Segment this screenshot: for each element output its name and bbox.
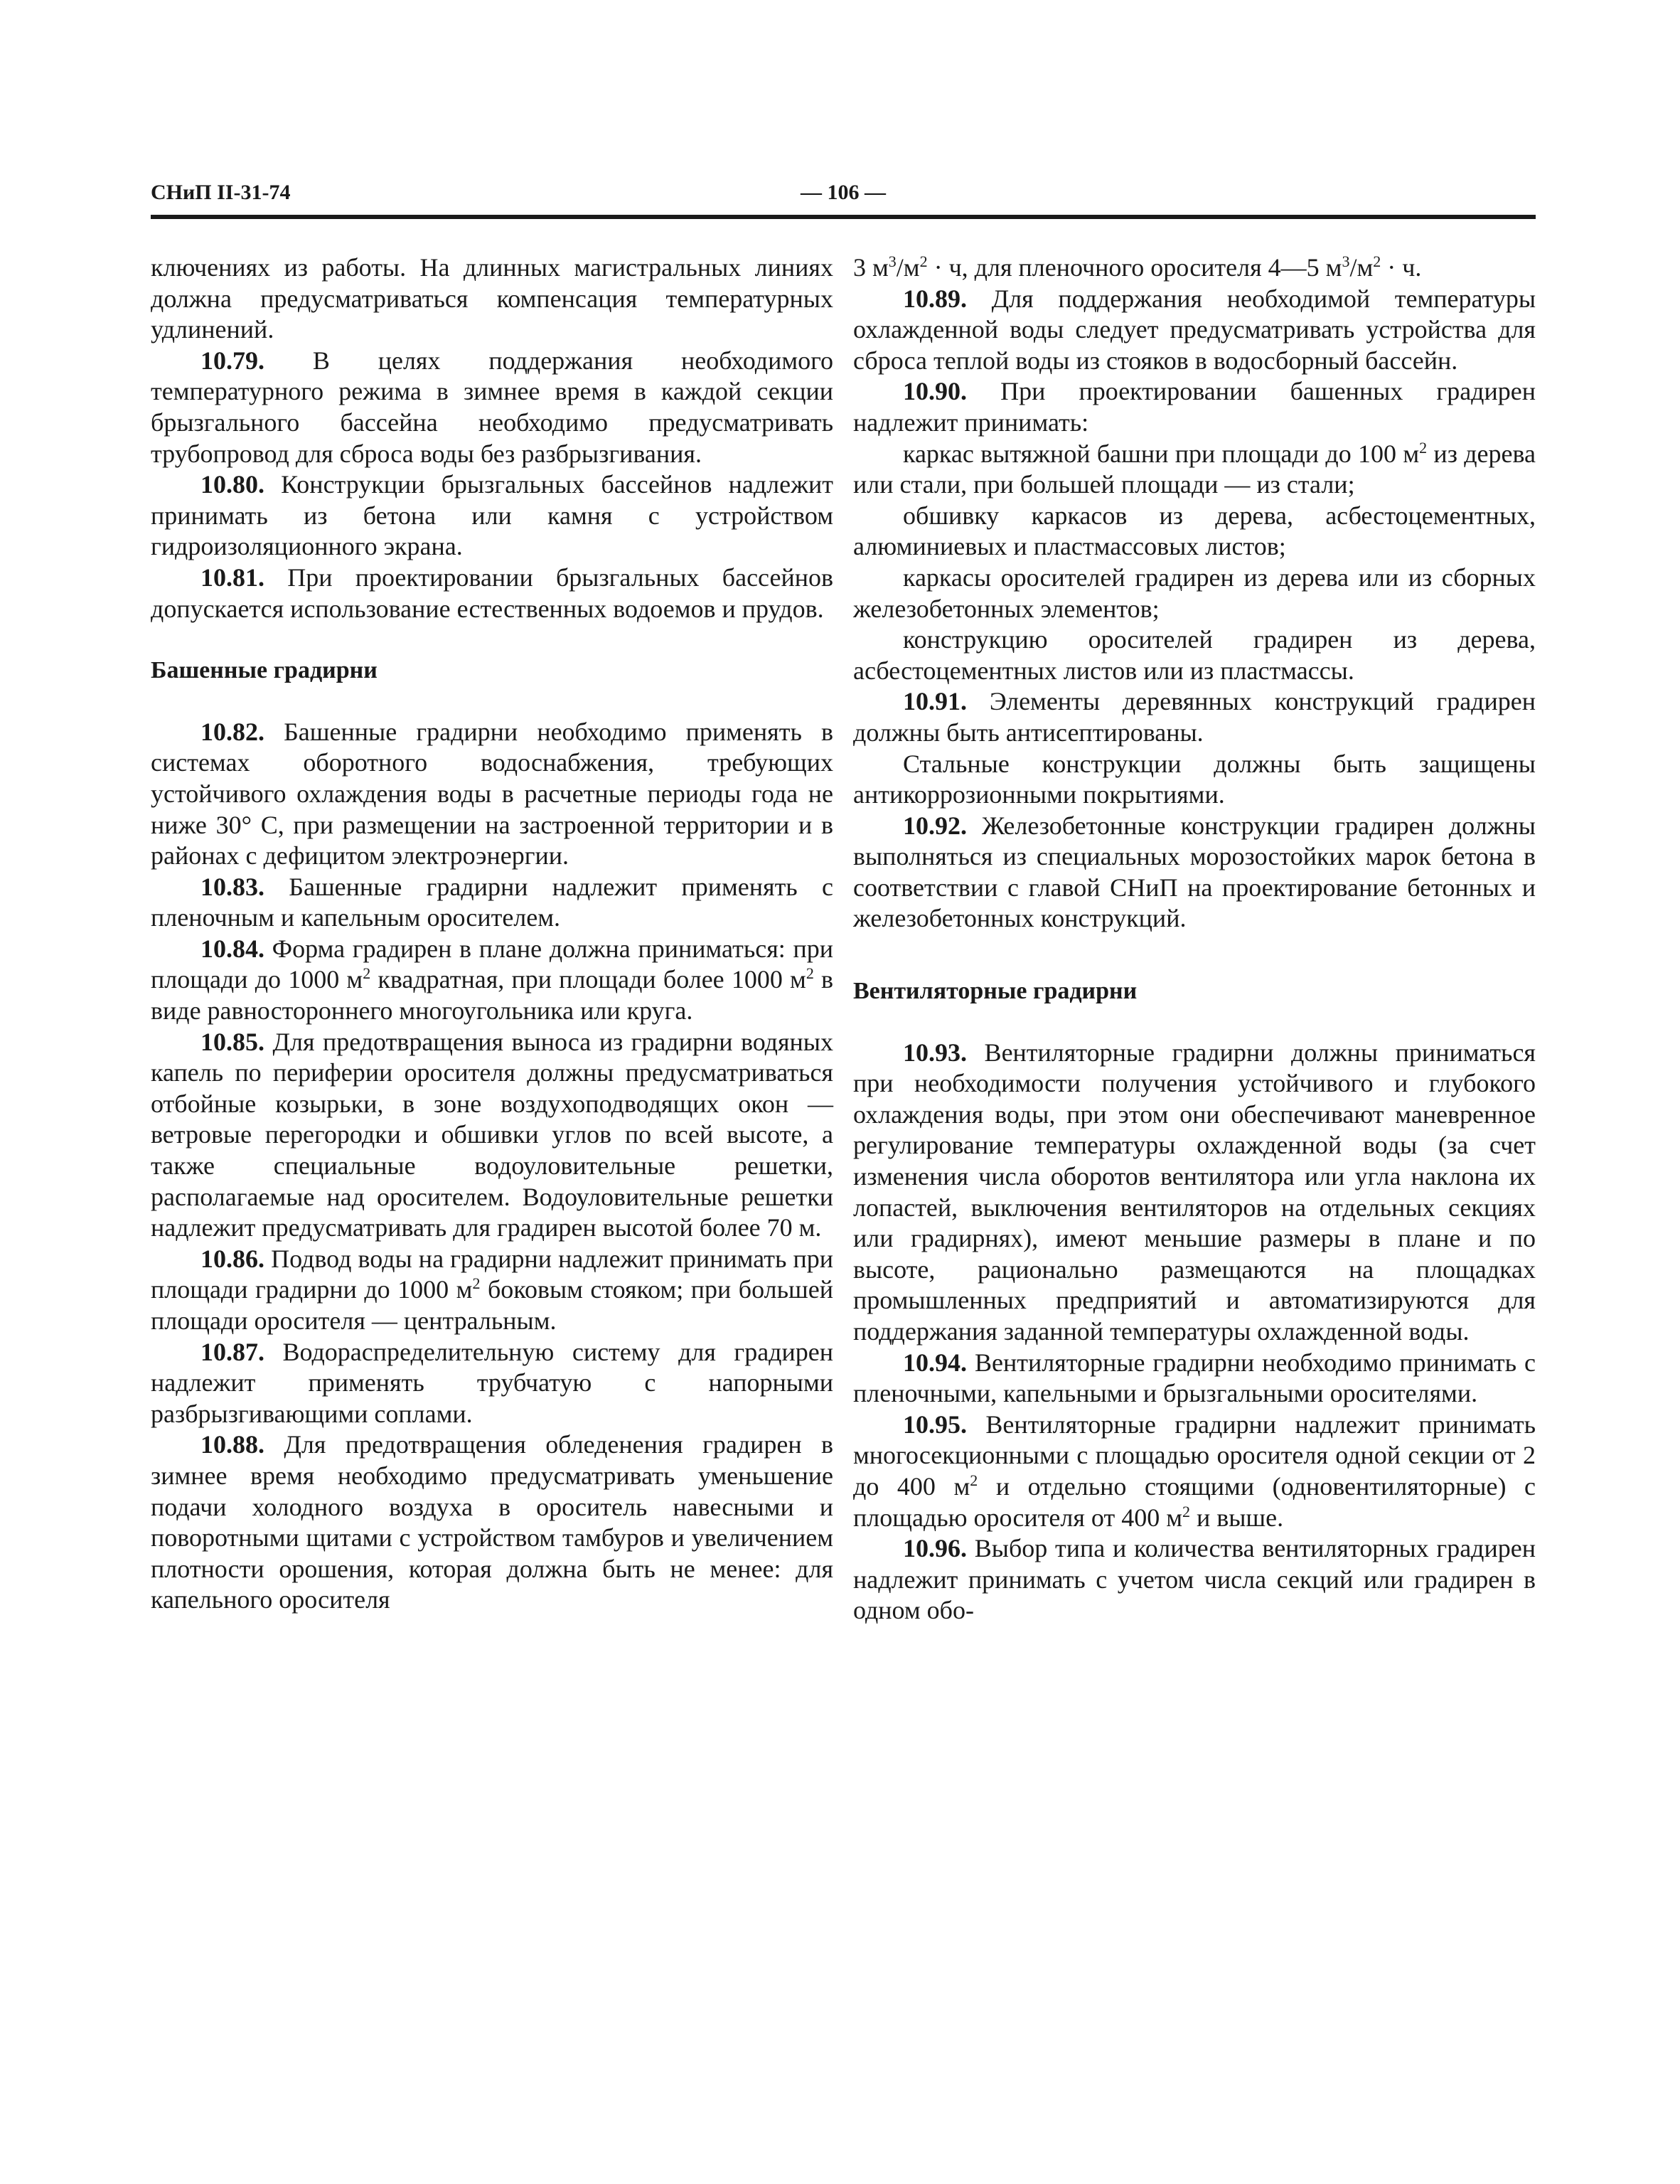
document-code: СНиП II-31-74 [151,181,291,204]
clause-text: Форма градирен в плане должна приниматься: при площади до 1000 м [151,934,833,994]
clause-text: При проектировании брызгальных бассейнов допускается использование естественных водоемов и прудов. [151,563,833,623]
clause-number: 10.87. [200,1337,264,1366]
superscript: 2 [472,1274,481,1293]
clause-10-80 [151,469,833,563]
clause-text: квадратная, при площади более 1000 м [370,965,806,994]
clause-text: Башенные градирни необходимо применять в системах оборотного водоснабжения, требующих устойчивого охлаждения воды в расчетные периоды года не ниже 30° С, при размещении на застроенной территории и в районах с дефицитом электроэнергии. [151,717,833,870]
clause-text: Элементы деревянных конструкций градирен должны быть антисептированы. [853,687,1536,747]
list-item [853,439,1536,501]
clause-10-87 [151,1337,833,1430]
clause-number: 10.96. [903,1534,967,1563]
section-heading-tower: Башенные градирни [151,657,378,684]
superscript: 2 [1419,438,1428,457]
text: 3 м [853,253,889,282]
clause-10-82 [151,717,833,872]
clause-number: 10.91. [903,687,967,716]
clause-text: Подвод воды на градирни надлежит принимать при площади градирни до 1000 м [151,1244,833,1304]
clause-number: 10.92. [903,811,967,840]
superscript: 2 [363,964,371,983]
clause-number: 10.84. [200,934,264,963]
continued-paragraph: ключениях из работы. На длинных магистральных линиях должна предусматриваться компенсация температурных удлинений. [151,253,833,344]
clause-10-94 [853,1348,1536,1410]
clause-text: Вентиляторные градирни надлежит принимать многосекционными с площадью оросителя одной секции от 2 до 400 м [853,1410,1536,1501]
clause-10-85 [151,1027,833,1244]
clause-text: Для предотвращения обледенения градирен в зимнее время необходимо предусматривать уменьшение подачи холодного воздуха в ороситель навесными и поворотными щитами с устройством тамбуров и увеличением плотности орошения, которая должна быть не менее: для капельного оросителя [151,1430,833,1614]
clause-number: 10.80. [200,470,264,499]
clause-10-93 [853,1038,1536,1348]
clause-text: Выбор типа и количества вентиляторных градирен надлежит принимать с учетом числа секций или градирен в одном обо- [853,1534,1536,1625]
list-item: каркасы оросителей градирен из дерева или из сборных железобетонных элементов; [853,563,1536,623]
clause-text: Вентиляторные градирни должны приниматься при необходимости получения устойчивого и глубокого охлаждения воды, при этом они обеспечивают маневренное регулирование температуры охлажденной воды (за счет изменения числа оборотов вентилятора или угла наклона их лопастей, выключения вентиляторов на отдельных секциях или градирнях), имеют меньшие размеры в плане и по высоте, рационально размещаются на площадках промышленных предприятий и автоматизируются для поддержания заданной температуры охлажденной воды. [853,1038,1536,1346]
clause-10-92 [853,811,1536,934]
superscript: 2 [1373,252,1381,270]
clause-10-81 [151,563,833,624]
superscript: 2 [1182,1502,1190,1520]
clause-number: 10.93. [903,1038,967,1067]
clause-10-84 [151,934,833,1027]
superscript: 2 [970,1471,978,1489]
clause-10-95 [853,1410,1536,1533]
clause-number: 10.83. [200,872,264,901]
section-heading-fan: Вентиляторные градирни [853,978,1138,1005]
text: /м [896,253,920,282]
clause-number: 10.95. [903,1410,967,1439]
clause-text: Водораспределительную систему для градирен надлежит применять трубчатую с напорными разбрызгивающими соплами. [151,1337,833,1428]
paragraph: Стальные конструкции должны быть защищены антикоррозионными покрытиями. [853,749,1536,809]
clause-10-96 [853,1533,1536,1626]
text: · ч. [1381,253,1422,282]
text: · ч, для пленочного оросителя 4—5 м [927,253,1342,282]
clause-text: и выше. [1189,1503,1284,1532]
superscript: 3 [888,252,897,270]
clause-10-86 [151,1244,833,1337]
header-rule [151,215,1536,219]
clause-10-89 [853,284,1536,377]
left-column [151,252,833,1616]
superscript: 2 [919,252,928,270]
clause-10-91 [853,686,1536,748]
text: /м [1349,253,1374,282]
clause-number: 10.86. [200,1244,264,1273]
continued-paragraph [853,252,1536,284]
clause-text: и отдельно стоящими (одновентиляторные) с площадью оросителя от 400 м [853,1471,1536,1532]
right-column [853,252,1536,1626]
clause-text: В целях поддержания необходимого температурного режима в зимнее время в каждой секции брызгального бассейна необходимо предусматривать трубопровод для сброса воды без разбрызгивания. [151,346,833,468]
text: из дерева или стали, при большей площади — из стали; [853,439,1536,499]
page-number: — 106 — [801,181,886,204]
clause-number: 10.90. [903,377,967,406]
superscript: 2 [806,964,814,983]
clause-text: боковым стояком; при большей площади оросителя — центральным. [151,1275,833,1335]
clause-10-79 [151,346,833,469]
clause-number: 10.94. [903,1348,967,1377]
clause-10-90 [853,376,1536,438]
clause-10-88 [151,1429,833,1616]
clause-number: 10.81. [200,563,264,592]
clause-number: 10.88. [200,1430,264,1459]
clause-text: Башенные градирни надлежит применять с пленочным и капельным оросителем. [151,872,833,932]
clause-number: 10.79. [200,346,264,375]
clause-10-83 [151,872,833,934]
list-item: обшивку каркасов из дерева, асбестоцементных, алюминиевых и пластмассовых листов; [853,501,1536,561]
clause-text: При проектировании башенных градирен надлежит принимать: [853,377,1536,437]
superscript: 3 [1342,252,1350,270]
clause-text: в виде равностороннего многоугольника или круга. [151,965,834,1026]
clause-text: Для предотвращения выноса из градирни водяных капель по периферии оросителя должны предусматриваться отбойные козырьки, в зоне воздухоподводящих окон — ветровые перегородки и обшивки углов по всей высоте, а также специальные водоуловительные решетки, располагаемые над оросителем. Водоуловительные решетки надлежит предусматривать для градирен высотой более 70 м. [151,1027,833,1242]
clause-text: Для поддержания необходимой температуры охлажденной воды следует предусматривать устройства для сброса теплой воды из стояков в водосборный бассейн. [853,284,1536,375]
clause-number: 10.89. [903,284,967,313]
clause-number: 10.85. [200,1027,264,1056]
text: каркас вытяжной башни при площади до 100 м [903,439,1420,468]
clause-text: Конструкции брызгальных бассейнов надлежит принимать из бетона или камня с устройством гидроизоляционного экрана. [151,470,833,561]
list-item: конструкцию оросителей градирен из дерева, асбестоцементных листов или из пластмассы. [853,625,1536,685]
clause-number: 10.82. [200,717,264,746]
clause-text: Вентиляторные градирни необходимо принимать с пленочными, капельными и брызгальными оросителями. [853,1348,1536,1408]
clause-text: Железобетонные конструкции градирен должны выполняться из специальных морозостойких марок бетона в соответствии с главой СНиП на проектирование бетонных и железобетонных конструкций. [853,811,1536,933]
